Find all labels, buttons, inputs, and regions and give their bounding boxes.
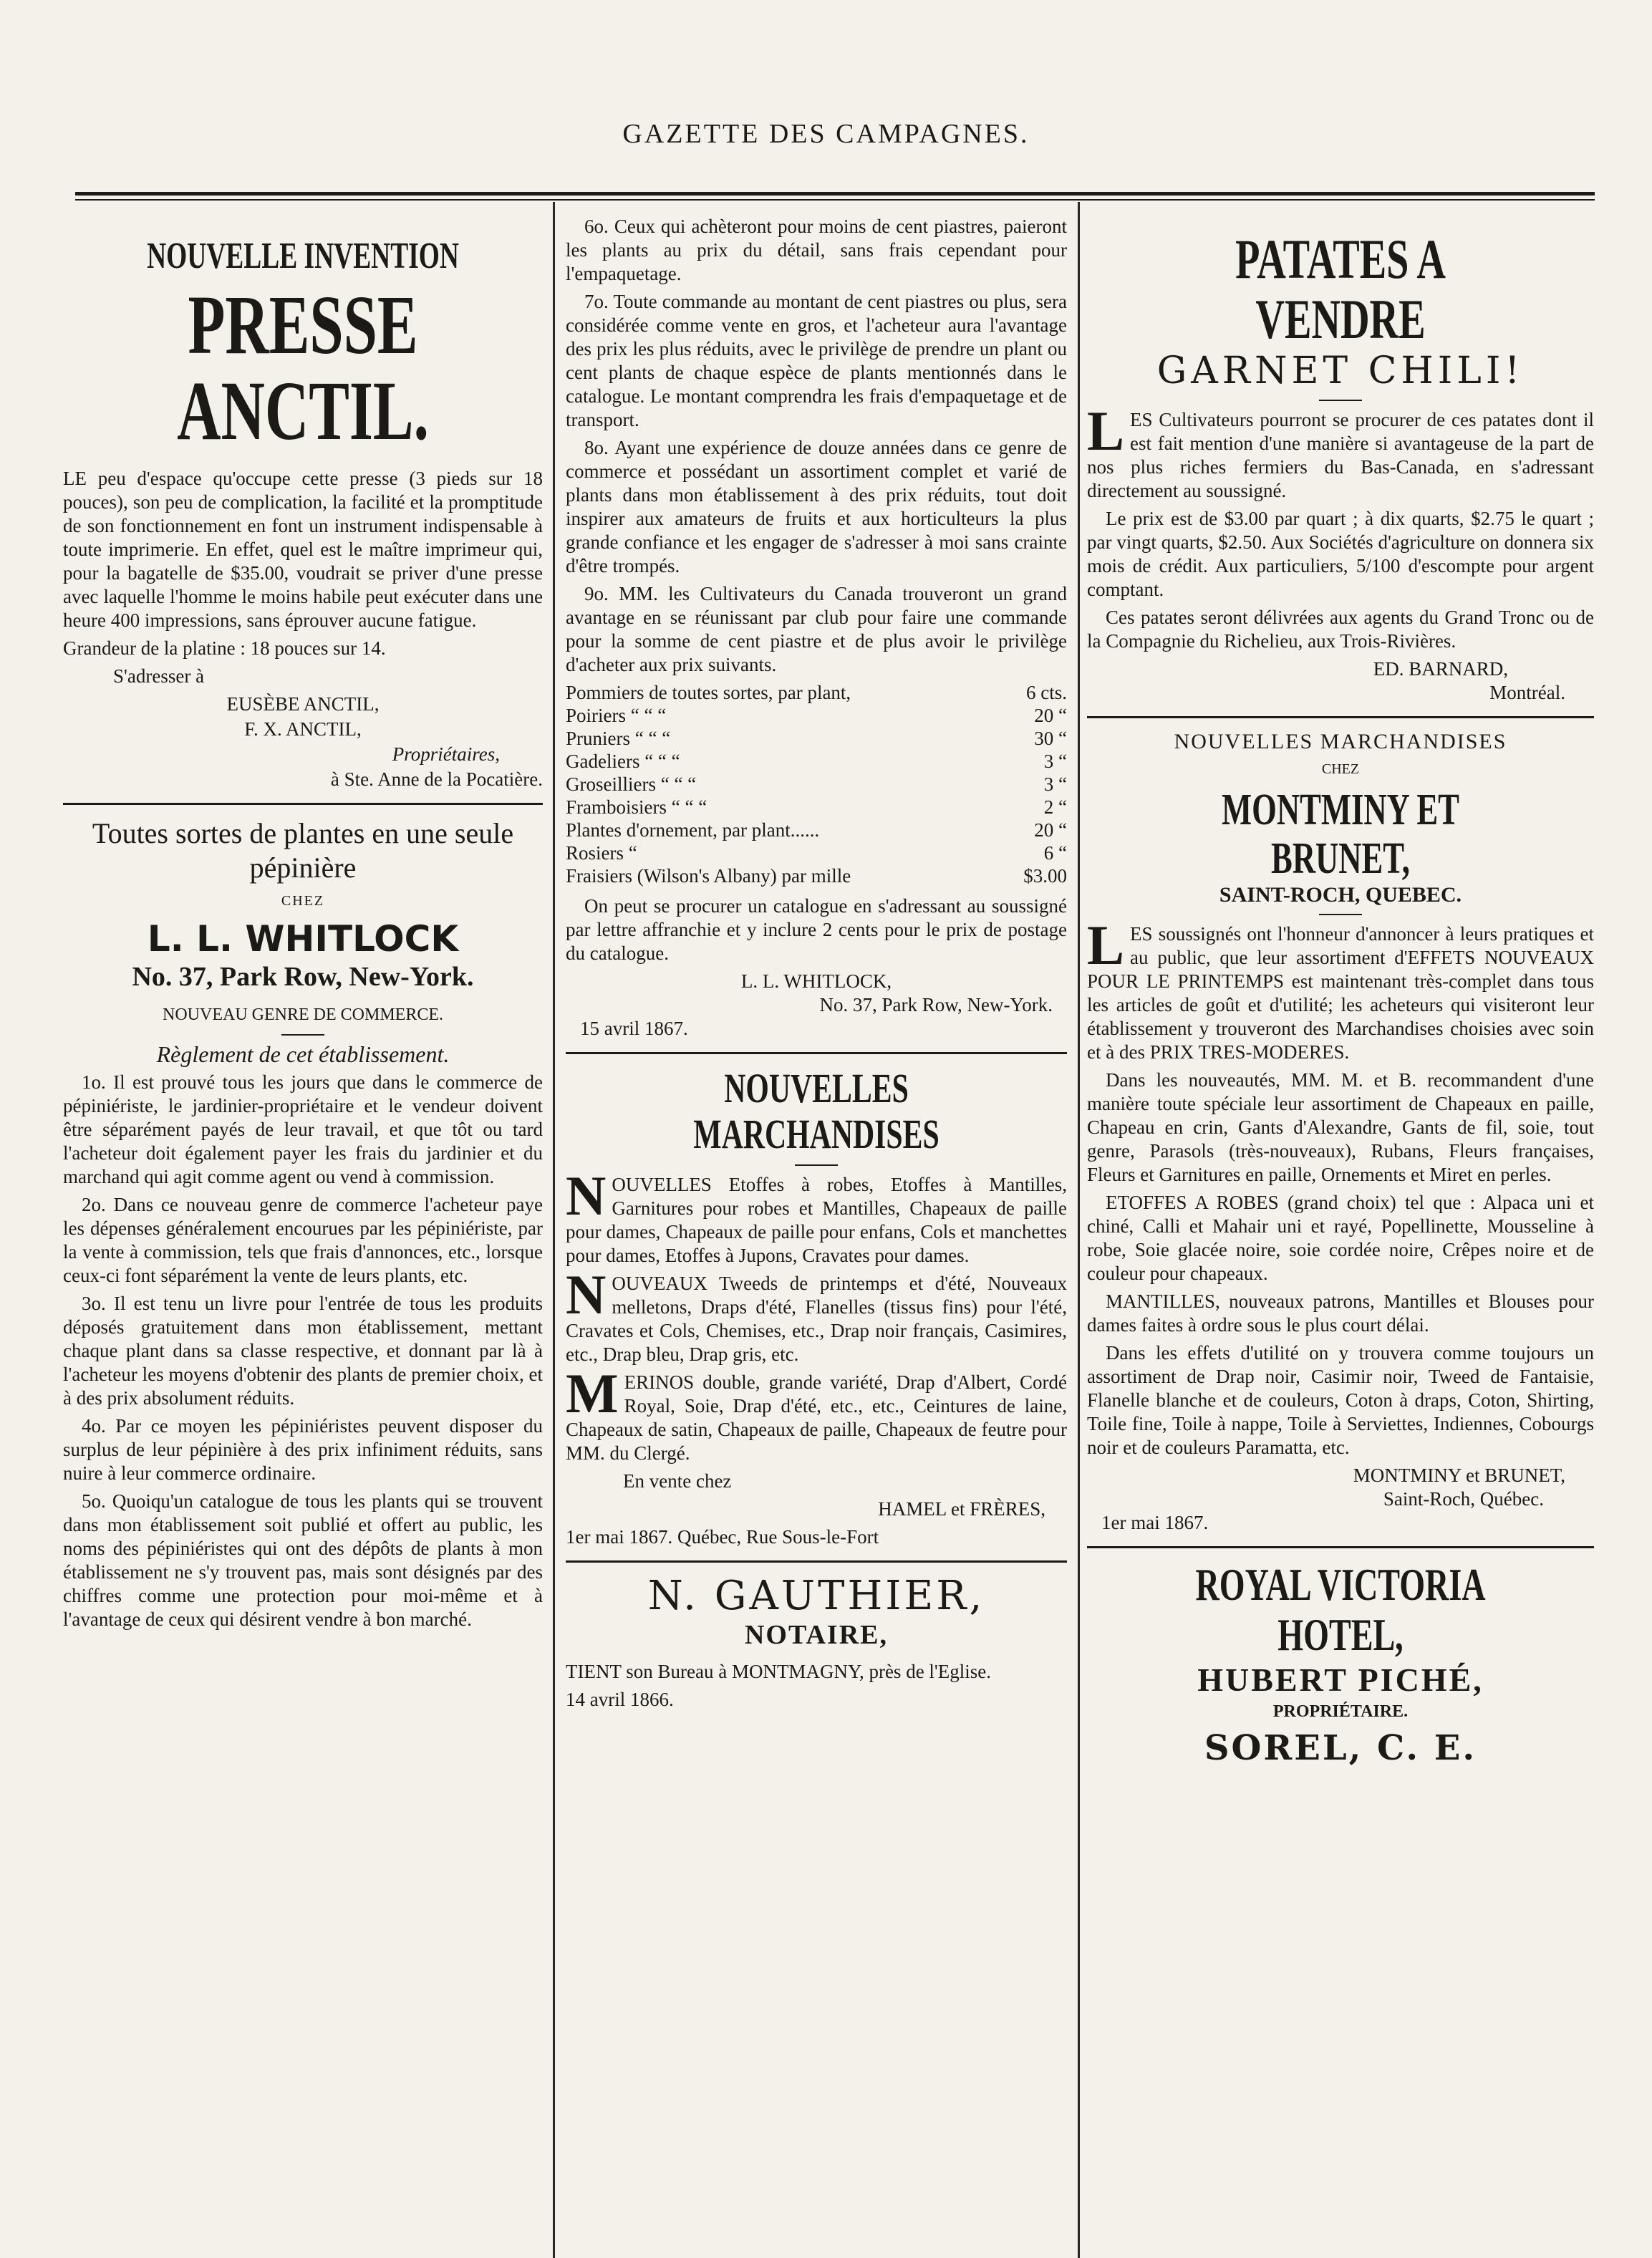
- ad-montminy-p1-text: ES soussignés ont l'honneur d'annoncer à leurs pratiques et au public, que leur assortiment d'EFFETS NOUVEAUX POUR LE PRINTEMPS est maintenant très-complet dans tous les articles de goût et d'utilité; les acheteurs qui visiteront leur établissement y trouveront des Marchandises choisies avec soin et à des PRIX TRES-MODERES.: [1087, 923, 1594, 1063]
- ad-patates-p3: Ces patates seront délivrées aux agents du Grand Tronc ou de la Compagnie du Richelieu, aux Trois-Rivières.: [1087, 607, 1594, 652]
- masthead: GAZETTE DES CAMPAGNES.: [622, 119, 1030, 149]
- price-item: Pommiers de toutes sortes, par plant,: [566, 682, 851, 703]
- price-row: [566, 796, 1067, 819]
- ad-hamel-p1: [566, 1164, 1067, 1268]
- ad-whitlock-catalogue: On peut se procurer un catalogue en s'adressant au soussigné par lettre affranchie et y inclure 2 cents pour le prix de postage du catalogue.: [566, 895, 1067, 964]
- ad-whitlock-p4: 4o. Par ce moyen les pépiniéristes peuvent disposer du surplus de leur pépinière à des prix infiniment réduits, sans nuire à leur commerce ordinaire.: [63, 1415, 543, 1484]
- ad-hamel-p2-text: OUVEAUX Tweeds de printemps et d'été, Nouveaux melletons, Draps d'été, Flanelles (tissus fins) pour l'été, Cravates et Cols, Chemises, etc., Drap noir français, Casimires, etc., Drap bleu, Drap gris, etc.: [566, 1273, 1067, 1365]
- price-item: Rosiers “: [566, 842, 637, 864]
- ad-montminy-name: MONTMINY ET BRUNET,: [1222, 786, 1459, 883]
- ad-hamel-p1-text: OUVELLES Etoffes à robes, Etoffes à Mantilles, Garnitures pour robes et Mantilles, Chapeaux de paille pour dames, Chapeaux de paille pour enfans, Cols et manchettes pour dames, Etoffes à Jupons, Cravates pour dames.: [566, 1174, 1067, 1266]
- ad-hotel-place: SOREL, C. E.: [1204, 1728, 1477, 1768]
- ad-whitlock-name: L. L. WHITLOCK: [147, 918, 459, 960]
- ad-patates-p1-text: ES Cultivateurs pourront se procurer de ces patates dont il est fait mention d'une manière si avantageuse de la part de nos plus riches fermiers du Bas-Canada, en s'adressant directement au soussigné.: [1087, 409, 1594, 501]
- ad-hamel-date: 1er mai 1867. Québec, Rue Sous-le-Fort: [566, 1526, 879, 1548]
- ad-hamel-p3: [566, 1362, 1067, 1465]
- ad-anctil-title: PRESSE ANCTIL.: [177, 278, 429, 458]
- column-rule-1: [553, 202, 555, 2258]
- price-value: 2 “: [1043, 796, 1067, 818]
- ad-whitlock-sig-date: 15 avril 1867.: [580, 1018, 688, 1039]
- ad-gauthier-body: TIENT son Bureau à MONTMAGNY, près de l'Eglise.: [566, 1661, 992, 1682]
- price-value: 6 “: [1043, 842, 1067, 864]
- price-item: Plantes d'ornement, par plant......: [566, 819, 820, 841]
- price-row: [566, 750, 1067, 773]
- ad-patates-sig: ED. BARNARD,: [1373, 658, 1508, 680]
- ad-whitlock-sig-name: L. L. WHITLOCK,: [740, 970, 892, 992]
- ad-separator: [566, 1560, 1067, 1563]
- ad-gauthier-date: 14 avril 1866.: [566, 1689, 674, 1710]
- price-item: Pruniers “ “ “: [566, 728, 671, 749]
- ad-patates-sub: GARNET CHILI!: [1156, 349, 1525, 392]
- ad-anctil-addr: S'adresser à: [113, 665, 205, 687]
- drop-cap: N: [566, 1164, 607, 1227]
- masthead-rule: [75, 192, 1595, 201]
- ad-whitlock-reglement: Règlement de cet établissement.: [156, 1041, 450, 1067]
- ad-hamel-title: NOUVELLES MARCHANDISES: [693, 1065, 939, 1157]
- ad-whitlock-title: Toutes sortes de plantes en une seule pépinière: [92, 817, 514, 884]
- ad-patates-place: Montréal.: [1489, 682, 1565, 703]
- price-item: Poiriers “ “ “: [566, 705, 667, 726]
- ad-montminy-date: 1er mai 1867.: [1101, 1512, 1209, 1533]
- ad-anctil-role: Propriétaires,: [392, 743, 500, 765]
- price-item: Gadeliers “ “ “: [566, 751, 680, 772]
- ad-anctil-size: Grandeur de la platine : 18 pouces sur 14.: [63, 637, 386, 659]
- separator: [281, 1034, 324, 1036]
- separator: [795, 1164, 838, 1166]
- price-list: [566, 681, 1067, 887]
- ad-hotel-owner: HUBERT PICHÉ,: [1197, 1661, 1484, 1698]
- price-row: [566, 727, 1067, 750]
- drop-cap: L: [1087, 400, 1125, 462]
- ad-gauthier-role: NOTAIRE,: [744, 1620, 889, 1650]
- price-value: 3 “: [1043, 751, 1067, 772]
- ad-hotel-role: PROPRIÉTAIRE.: [1272, 1702, 1409, 1721]
- ad-patates-p1: [1087, 400, 1594, 503]
- drop-cap: N: [566, 1263, 607, 1326]
- ad-anctil-place: à Ste. Anne de la Pocatière.: [330, 768, 543, 790]
- price-item: Groseilliers “ “ “: [566, 773, 697, 795]
- price-value: 20 “: [1034, 819, 1067, 841]
- price-value: 30 “: [1034, 728, 1067, 749]
- ad-montminy-chez: CHEZ: [1321, 761, 1360, 777]
- ad-whitlock-p1: 1o. Il est prouvé tous les jours que dans le commerce de pépiniériste, le jardinier-propriétaire et le vendeur doivent être séparément payés de leur travail, et que tôt ou tard l'acheteur doit également payer les frais du jardinier et du marchand qui agit comme agent ou vend à commission.: [63, 1071, 543, 1187]
- ad-whitlock-p8: 8o. Ayant une expérience de douze années dans ce genre de commerce et possédant un assortiment complet et varié de plants dans mon établissement à des prix réduits, tout doit inspirer aux amateurs de fruits et aux horticulteurs la plus grande confiance et les engager de s'adresser à moi sans crainte d'être trompés.: [566, 437, 1067, 576]
- price-row: [566, 704, 1067, 727]
- ad-montminy-sig: MONTMINY et BRUNET,: [1353, 1465, 1565, 1486]
- column-2: [566, 215, 1067, 1716]
- ad-hotel-name: ROYAL VICTORIA HOTEL,: [1195, 1559, 1486, 1660]
- column-rule-2: [1078, 202, 1080, 2258]
- ad-hamel-p3-text: ERINOS double, grande variété, Drap d'Albert, Cordé Royal, Soie, Drap d'été, etc., etc., Ceintures de laine, Chapeaux de satin, Chapeaux de paille, Chapeaux de feutre pour MM. du Clergé.: [566, 1371, 1067, 1464]
- ad-whitlock-p5: 5o. Quoiqu'un catalogue de tous les plants qui se trouvent dans mon établissement soit publié et offert au public, les noms des pépiniéristes qui ont des dépôts de plants à mon établissement ne s'y trouvent pas, mais sont désignés par des chiffres comme une protection pour moi-même et à l'avantage de ceux qui désirent vendre à bon marché.: [63, 1490, 543, 1630]
- ad-patates-title: PATATES A VENDRE: [1235, 228, 1446, 350]
- ad-whitlock-p2: 2o. Dans ce nouveau genre de commerce l'acheteur paye les dépenses généralement encourues par les pépiniériste, par la vente à commission, tels que frais d'annonces, etc., lorsque ceux-ci font séparément la vente de leurs plants, etc.: [63, 1194, 543, 1286]
- price-row: [566, 841, 1067, 864]
- price-value: $3.00: [1023, 865, 1067, 887]
- ad-montminy-place: SAINT-ROCH, QUEBEC.: [1219, 883, 1462, 907]
- ad-whitlock-genre: NOUVEAU GENRE DE COMMERCE.: [163, 1005, 443, 1024]
- ad-whitlock-sig-addr: No. 37, Park Row, New-York.: [819, 994, 1053, 1015]
- price-row: [566, 864, 1067, 887]
- ad-hamel-p2: [566, 1263, 1067, 1366]
- ad-anctil-body: LE peu d'espace qu'occupe cette presse (3 pieds sur 18 pouces), son peu de complication, la facilité et la promptitude de son fonctionnement en font un instrument indispensable à toute imprimerie. En effet, quel est le maître imprimeur qui, pour la bagatelle de $35.00, voudrait se priver d'une presse avec laquelle l'homme le moins habile peut exécuter dans une heure 400 impressions, sans éprouver aucune fatigue.: [63, 468, 543, 631]
- column-1: [63, 215, 543, 1636]
- ad-montminy-p4: MANTILLES, nouveaux patrons, Mantilles et Blouses pour dames faites à ordre sous le plus court délai.: [1087, 1290, 1594, 1336]
- ad-montminy-p1: [1087, 914, 1594, 1064]
- ad-patates-p2: Le prix est de $3.00 par quart ; à dix quarts, $2.75 le quart ; par vingt quarts, $2.50. Aux Sociétés d'agriculture on donnera six mois de crédit. Aux particuliers, 5/100 d'escompte pour argent comptant.: [1087, 508, 1594, 600]
- ad-montminy-p2: Dans les nouveautés, MM. M. et B. recommandent d'une manière toute spéciale leur assortiment de Chapeaux en paille, Chapeau en crin, Gants d'Alexandre, Gants de fil, soie, tout genre, Parasols (très-nouveaux), Rubans, Fleurs françaises, Fleurs et Garnitures en paille, Ornements et Miret en perles.: [1087, 1069, 1594, 1185]
- ad-separator: [1087, 716, 1594, 718]
- price-row: [566, 819, 1067, 841]
- drop-cap: M: [566, 1362, 619, 1424]
- column-3: [1087, 215, 1594, 1768]
- price-item: Framboisiers “ “ “: [566, 796, 707, 818]
- ad-separator: [63, 803, 543, 805]
- price-row: [566, 681, 1067, 704]
- price-item: Fraisiers (Wilson's Albany) par mille: [566, 865, 851, 887]
- ad-hamel-vente: En vente chez: [623, 1470, 732, 1492]
- price-row: [566, 773, 1067, 796]
- ad-anctil-name1: EUSÈBE ANCTIL,: [226, 693, 380, 715]
- ad-hamel-seller: HAMEL et FRÈRES,: [878, 1498, 1045, 1520]
- ad-separator: [1087, 1546, 1594, 1548]
- ad-montminy-head: NOUVELLES MARCHANDISES: [1174, 730, 1507, 753]
- ad-anctil-head: NOUVELLE INVENTION: [147, 236, 459, 276]
- ad-montminy-p5: Dans les effets d'utilité on y trouvera comme toujours un assortiment de Drap noir, Casimir noir, Tweed de Fantaisie, Flanelle blanche et de couleurs, Coton à draps, Coton, Shirting, Toile fine, Toile à nappe, Toile à Serviettes, Indiennes, Cobourgs noir et de couleurs Paramatta, etc.: [1087, 1342, 1594, 1458]
- ad-anctil-name2: F. X. ANCTIL,: [244, 718, 362, 740]
- ad-whitlock-p3: 3o. Il est tenu un livre pour l'entrée de tous les produits déposés gratuitement dans mon établissement, mettant chaque plant dans sa classe respective, et donnant par là à l'acheteur les moyens d'obtenir des plants de premier choix, et à des prix absolument réduits.: [63, 1293, 543, 1409]
- ad-whitlock-p9: 9o. MM. les Cultivateurs du Canada trouveront un grand avantage en se réunissant par club pour faire une commande pour la somme de cent piastre et de plus avoir le privilège d'acheter aux prix suivants.: [566, 583, 1067, 675]
- price-value: 3 “: [1043, 773, 1067, 795]
- ad-montminy-sig-place: Saint-Roch, Québec.: [1383, 1488, 1544, 1510]
- drop-cap: L: [1087, 914, 1125, 976]
- separator: [1319, 914, 1362, 915]
- ad-separator: [566, 1052, 1067, 1054]
- ad-whitlock-p7: 7o. Toute commande au montant de cent piastres ou plus, sera considérée comme vente en gros, et l'acheteur aura l'avantage des prix les plus réduits, avec le privilège de prendre un plant ou cent plants de chaque espèce de plants mentionnés dans le catalogue. Le montant comprendra les frais d'empaquetage et de transport.: [566, 291, 1067, 430]
- price-value: 20 “: [1034, 705, 1067, 726]
- ad-whitlock-address: No. 37, Park Row, New-York.: [132, 962, 474, 992]
- separator: [1319, 400, 1362, 401]
- ad-whitlock-p6: 6o. Ceux qui achèteront pour moins de cent piastres, paieront les plants au prix du détail, sans frais cependant pour l'empaquetage.: [566, 216, 1067, 284]
- ad-montminy-p3: ETOFFES A ROBES (grand choix) tel que : Alpaca uni et chiné, Calli et Mahair uni et rayé, Popellinette, Mousseline à robe, Soie glacée noire, soie cordée noire, Crêpes noire et de couleur pour chapeaux.: [1087, 1192, 1594, 1284]
- price-value: 6 cts.: [1026, 682, 1067, 703]
- ad-gauthier-name: N. GAUTHIER,: [647, 1573, 985, 1619]
- ad-whitlock-chez: CHEZ: [281, 893, 325, 909]
